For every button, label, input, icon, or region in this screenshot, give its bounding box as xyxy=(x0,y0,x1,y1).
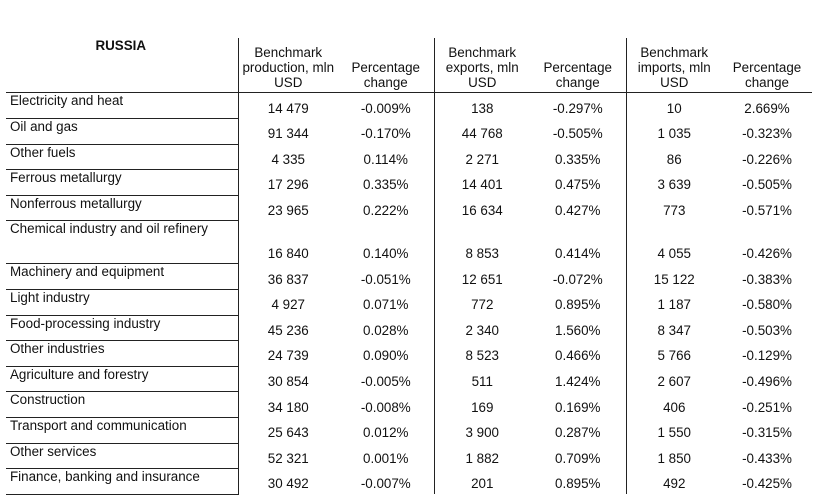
production-cell: 4 927 xyxy=(238,290,338,316)
sector-cell: Construction xyxy=(6,392,238,418)
production-change-cell: 0.012% xyxy=(363,425,409,441)
imports-change-cell: -0.571% xyxy=(742,202,792,218)
table-row xyxy=(6,341,812,367)
production-change-cell: 0.335% xyxy=(363,177,409,193)
imports-cell: 3 639 xyxy=(626,170,722,196)
production-change-cell: -0.170% xyxy=(360,126,411,142)
header-exports-change: Percentage change xyxy=(530,38,626,93)
production-cell: 91 344 xyxy=(238,119,338,145)
header-row xyxy=(6,38,812,93)
exports-cell: 2 271 xyxy=(434,144,530,170)
imports-cell: 2 607 xyxy=(626,366,722,392)
production-cell: 4 335 xyxy=(238,144,338,170)
sector-cell: Food-processing industry xyxy=(6,315,238,341)
production-cell: 24 739 xyxy=(238,341,338,367)
exports-cell: 12 651 xyxy=(434,264,530,290)
production-change-cell: 0.114% xyxy=(363,151,408,167)
sector-cell: Chemical industry and oil refinery xyxy=(6,221,238,264)
exports-change-cell: -0.297% xyxy=(552,100,603,116)
sector-cell: Machinery and equipment xyxy=(6,264,238,290)
imports-cell: 773 xyxy=(626,195,722,221)
production-change-cell: -0.009% xyxy=(360,100,411,116)
table-row xyxy=(6,290,812,316)
production-cell: 14 479 xyxy=(238,93,338,119)
exports-cell: 772 xyxy=(434,290,530,316)
imports-change-cell: -0.226% xyxy=(742,151,792,167)
production-change-cell: 0.028% xyxy=(363,322,409,338)
exports-cell: 1 882 xyxy=(434,443,530,469)
production-cell: 25 643 xyxy=(238,418,338,444)
imports-cell: 8 347 xyxy=(626,315,722,341)
exports-change-cell: -0.505% xyxy=(552,126,603,142)
sector-cell: Nonferrous metallurgy xyxy=(6,195,238,221)
exports-cell: 16 634 xyxy=(434,195,530,221)
table-row xyxy=(6,443,812,469)
exports-change-cell: 0.427% xyxy=(555,202,601,218)
imports-change-cell: -0.503% xyxy=(742,322,792,338)
header-imports: Benchmark imports, mln USD xyxy=(626,38,722,93)
imports-change-cell: -0.323% xyxy=(742,126,792,142)
production-cell: 30 854 xyxy=(238,366,338,392)
imports-change-cell: -0.251% xyxy=(742,399,792,415)
imports-change-cell: -0.433% xyxy=(742,450,792,466)
sector-cell: Transport and communication xyxy=(6,418,238,444)
table-row xyxy=(6,144,812,170)
exports-change-cell: -0.072% xyxy=(552,271,603,287)
imports-change-cell: -0.129% xyxy=(742,348,792,364)
production-change-cell: 0.071% xyxy=(363,297,409,313)
imports-change-cell: 2.669% xyxy=(744,100,790,116)
imports-cell: 1 550 xyxy=(626,418,722,444)
imports-cell: 10 xyxy=(626,93,722,119)
table-row xyxy=(6,418,812,444)
production-change-cell: -0.008% xyxy=(360,399,411,415)
exports-cell: 2 340 xyxy=(434,315,530,341)
imports-cell: 406 xyxy=(626,392,722,418)
imports-cell: 1 850 xyxy=(626,443,722,469)
production-cell: 30 492 xyxy=(238,469,338,495)
imports-change-cell: -0.315% xyxy=(742,425,792,441)
table-row xyxy=(6,315,812,341)
production-cell: 45 236 xyxy=(238,315,338,341)
production-change-cell: -0.005% xyxy=(360,373,411,389)
exports-change-cell: 0.414% xyxy=(555,245,601,261)
imports-change-cell: -0.383% xyxy=(742,271,792,287)
production-change-cell: 0.090% xyxy=(363,348,409,364)
exports-change-cell: 0.466% xyxy=(555,348,601,364)
imports-change-cell: -0.426% xyxy=(742,245,792,261)
imports-change-cell: -0.580% xyxy=(742,297,792,313)
exports-change-cell: 0.895% xyxy=(555,476,601,492)
table-header xyxy=(6,38,812,93)
exports-cell: 14 401 xyxy=(434,170,530,196)
table-body xyxy=(6,93,812,495)
exports-change-cell: 0.335% xyxy=(555,151,601,167)
exports-cell: 169 xyxy=(434,392,530,418)
imports-cell: 4 055 xyxy=(626,221,722,264)
sector-cell: Other industries xyxy=(6,341,238,367)
imports-cell: 15 122 xyxy=(626,264,722,290)
imports-change-cell: -0.425% xyxy=(742,476,792,492)
data-table xyxy=(6,38,812,495)
table-row xyxy=(6,264,812,290)
production-change-cell: 0.001% xyxy=(363,450,409,466)
production-cell: 23 965 xyxy=(238,195,338,221)
exports-change-cell: 1.560% xyxy=(555,322,601,338)
imports-cell: 86 xyxy=(626,144,722,170)
exports-cell: 8 523 xyxy=(434,341,530,367)
exports-cell: 511 xyxy=(434,366,530,392)
sector-cell: Oil and gas xyxy=(6,119,238,145)
table-row xyxy=(6,119,812,145)
sector-cell: Other services xyxy=(6,443,238,469)
production-change-cell: -0.051% xyxy=(360,271,411,287)
header-imports-change: Percentage change xyxy=(722,38,812,93)
sector-cell: Electricity and heat xyxy=(6,93,238,119)
production-cell: 34 180 xyxy=(238,392,338,418)
table-row xyxy=(6,221,812,264)
header-exports: Benchmark exports, mln USD xyxy=(434,38,530,93)
production-change-cell: 0.140% xyxy=(363,245,409,261)
imports-change-cell: -0.496% xyxy=(742,373,792,389)
imports-cell: 1 035 xyxy=(626,119,722,145)
header-production-change: Percentage change xyxy=(338,38,434,93)
exports-cell: 8 853 xyxy=(434,221,530,264)
production-change-cell: -0.007% xyxy=(360,476,411,492)
sector-cell: Ferrous metallurgy xyxy=(6,170,238,196)
exports-change-cell: 1.424% xyxy=(555,373,601,389)
production-cell: 52 321 xyxy=(238,443,338,469)
imports-cell: 492 xyxy=(626,469,722,495)
table-row xyxy=(6,170,812,196)
exports-change-cell: 0.709% xyxy=(555,450,601,466)
table-row xyxy=(6,93,812,119)
exports-cell: 138 xyxy=(434,93,530,119)
table-row xyxy=(6,392,812,418)
exports-cell: 44 768 xyxy=(434,119,530,145)
exports-change-cell: 0.895% xyxy=(555,297,601,313)
sector-cell: Agriculture and forestry xyxy=(6,366,238,392)
sector-cell: Light industry xyxy=(6,290,238,316)
exports-cell: 201 xyxy=(434,469,530,495)
table-row xyxy=(6,469,812,495)
imports-cell: 5 766 xyxy=(626,341,722,367)
production-cell: 36 837 xyxy=(238,264,338,290)
exports-change-cell: 0.475% xyxy=(555,177,601,193)
table-row xyxy=(6,195,812,221)
header-production: Benchmark production, mln USD xyxy=(238,38,338,93)
exports-change-cell: 0.287% xyxy=(555,425,601,441)
sector-cell: Finance, banking and insurance xyxy=(6,469,238,495)
production-cell: 16 840 xyxy=(238,221,338,264)
production-change-cell: 0.222% xyxy=(363,202,409,218)
sector-cell: Other fuels xyxy=(6,144,238,170)
production-cell: 17 296 xyxy=(238,170,338,196)
imports-change-cell: -0.505% xyxy=(742,177,792,193)
region-title: RUSSIA xyxy=(6,38,238,93)
exports-cell: 3 900 xyxy=(434,418,530,444)
exports-change-cell: 0.169% xyxy=(555,399,601,415)
imports-cell: 1 187 xyxy=(626,290,722,316)
table-row xyxy=(6,366,812,392)
